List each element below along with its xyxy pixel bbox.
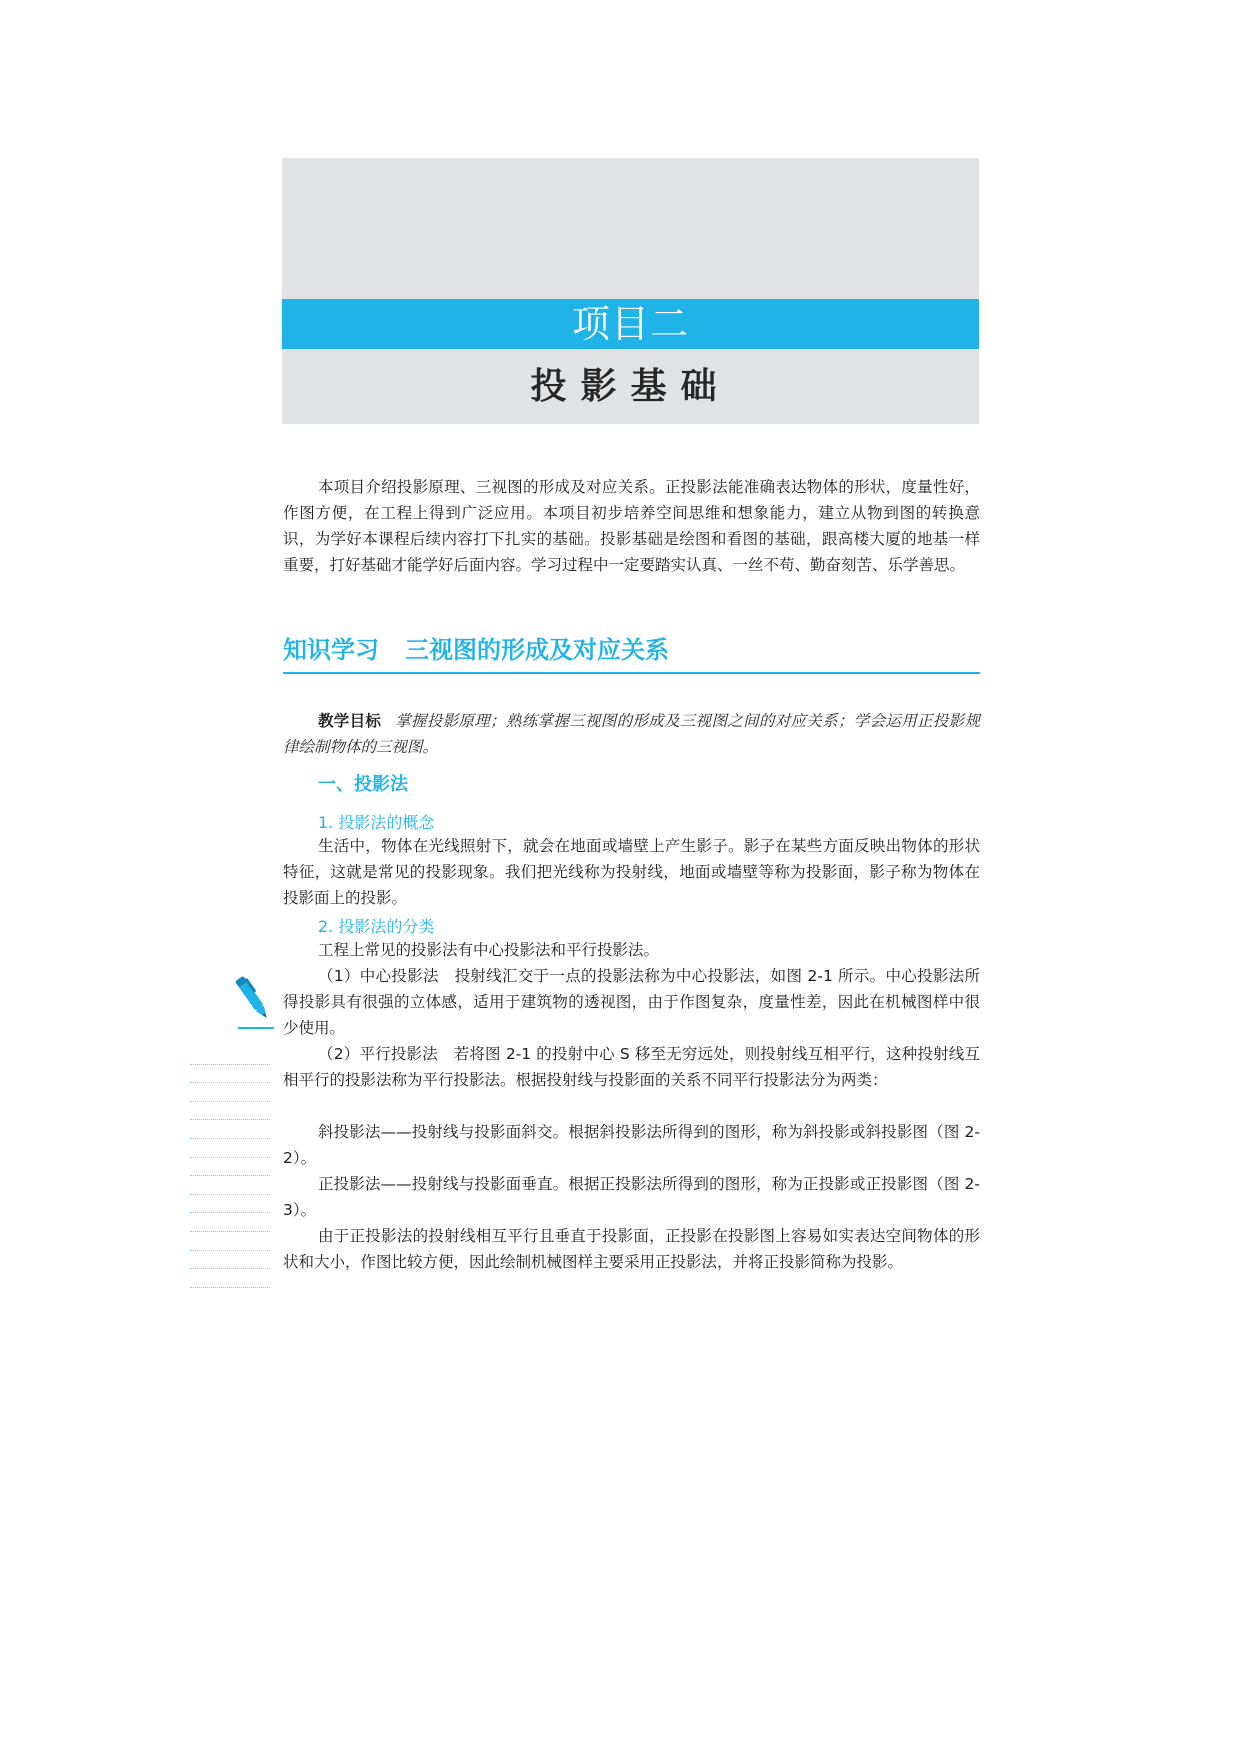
note-line <box>190 1195 270 1214</box>
teaching-objective <box>283 708 980 760</box>
note-line <box>190 1083 270 1102</box>
note-line <box>190 1232 270 1251</box>
subsection-heading: 一、投影法 <box>318 774 408 795</box>
objective-label: 教学目标 <box>318 712 382 730</box>
section-heading <box>283 632 980 674</box>
note-line <box>190 1269 270 1288</box>
chapter-header <box>282 158 979 424</box>
orthographic-projection-paragraph: 正投影法——投射线与投影面垂直。根据正投影法所得到的图形，称为正投影或正投影图（图 2-3）。 <box>283 1175 980 1219</box>
note-line <box>190 1120 270 1139</box>
conclusion-paragraph: 由于正投影法的投射线相互平行且垂直于投影面，正投影在投影图上容易如实表达空间物体的形状和大小，作图比较方便，因此绘制机械图样主要采用正投影法，并将正投影简称为投影。 <box>283 1227 980 1271</box>
note-line <box>190 1213 270 1232</box>
note-line <box>190 1102 270 1121</box>
classification-intro: 工程上常见的投影法有中心投影法和平行投影法。 <box>318 941 660 959</box>
note-line <box>190 1139 270 1158</box>
project-band <box>282 299 979 349</box>
classification-heading: 2. 投影法的分类 <box>318 917 435 936</box>
note-line <box>190 1251 270 1270</box>
parallel-projection-paragraph: （2）平行投影法 若将图 2-1 的投射中心 S 移至无穷远处，则投射线互相平行，这种投射线互相平行的投影法称为平行投影法。根据投射线与投影面的关系不同平行投影法分为两类： <box>283 1045 980 1089</box>
concept-paragraph: 生活中，物体在光线照射下，就会在地面或墙壁上产生影子。影子在某些方面反映出物体的形状特征，这就是常见的投影现象。我们把光线称为投射线，地面或墙壁等称为投影面，影子称为物体在投影面上的投影。 <box>283 837 980 907</box>
objective-text: 掌握投影原理；熟练掌握三视图的形成及三视图之间的对应关系；学会运用正投影规律绘制物体的三视图。 <box>283 712 980 756</box>
oblique-projection-paragraph: 斜投影法——投射线与投影面斜交。根据斜投影法所得到的图形，称为斜投影或斜投影图（图 2-2）。 <box>283 1123 980 1167</box>
section-title: 三视图的形成及对应关系 <box>405 636 669 664</box>
note-line <box>190 1065 270 1084</box>
intro-paragraph: 本项目介绍投影原理、三视图的形成及对应关系。正投影法能准确表达物体的形状，度量性好，作图方便，在工程上得到广泛应用。本项目初步培养空间思维和想象能力，建立从物到图的转换意识，为学好本课程后续内容打下扎实的基础。投影基础是绘图和看图的基础，跟高楼大厦的地基一样重要，打好基础才能学好后面内容。学习过程中一定要踏实认真、一丝不苟、勤奋刻苦、乐学善思。 <box>283 478 980 574</box>
central-projection-paragraph: （1）中心投影法 投射线汇交于一点的投影法称为中心投影法，如图 2-1 所示。中心投影法所得投影具有很强的立体感，适用于建筑物的透视图，由于作图复杂，度量性差，因此在机械图样中很少使用。 <box>283 967 980 1037</box>
concept-heading: 1. 投影法的概念 <box>318 813 435 832</box>
note-line <box>190 1158 270 1177</box>
chapter-title: 投影基础 <box>530 365 731 407</box>
note-line <box>190 1046 270 1065</box>
pen-icon <box>232 970 276 1030</box>
project-label: 项目二 <box>571 302 689 346</box>
section-label: 知识学习 <box>283 636 379 664</box>
margin-note-lines <box>190 1046 270 1288</box>
note-line <box>190 1176 270 1195</box>
